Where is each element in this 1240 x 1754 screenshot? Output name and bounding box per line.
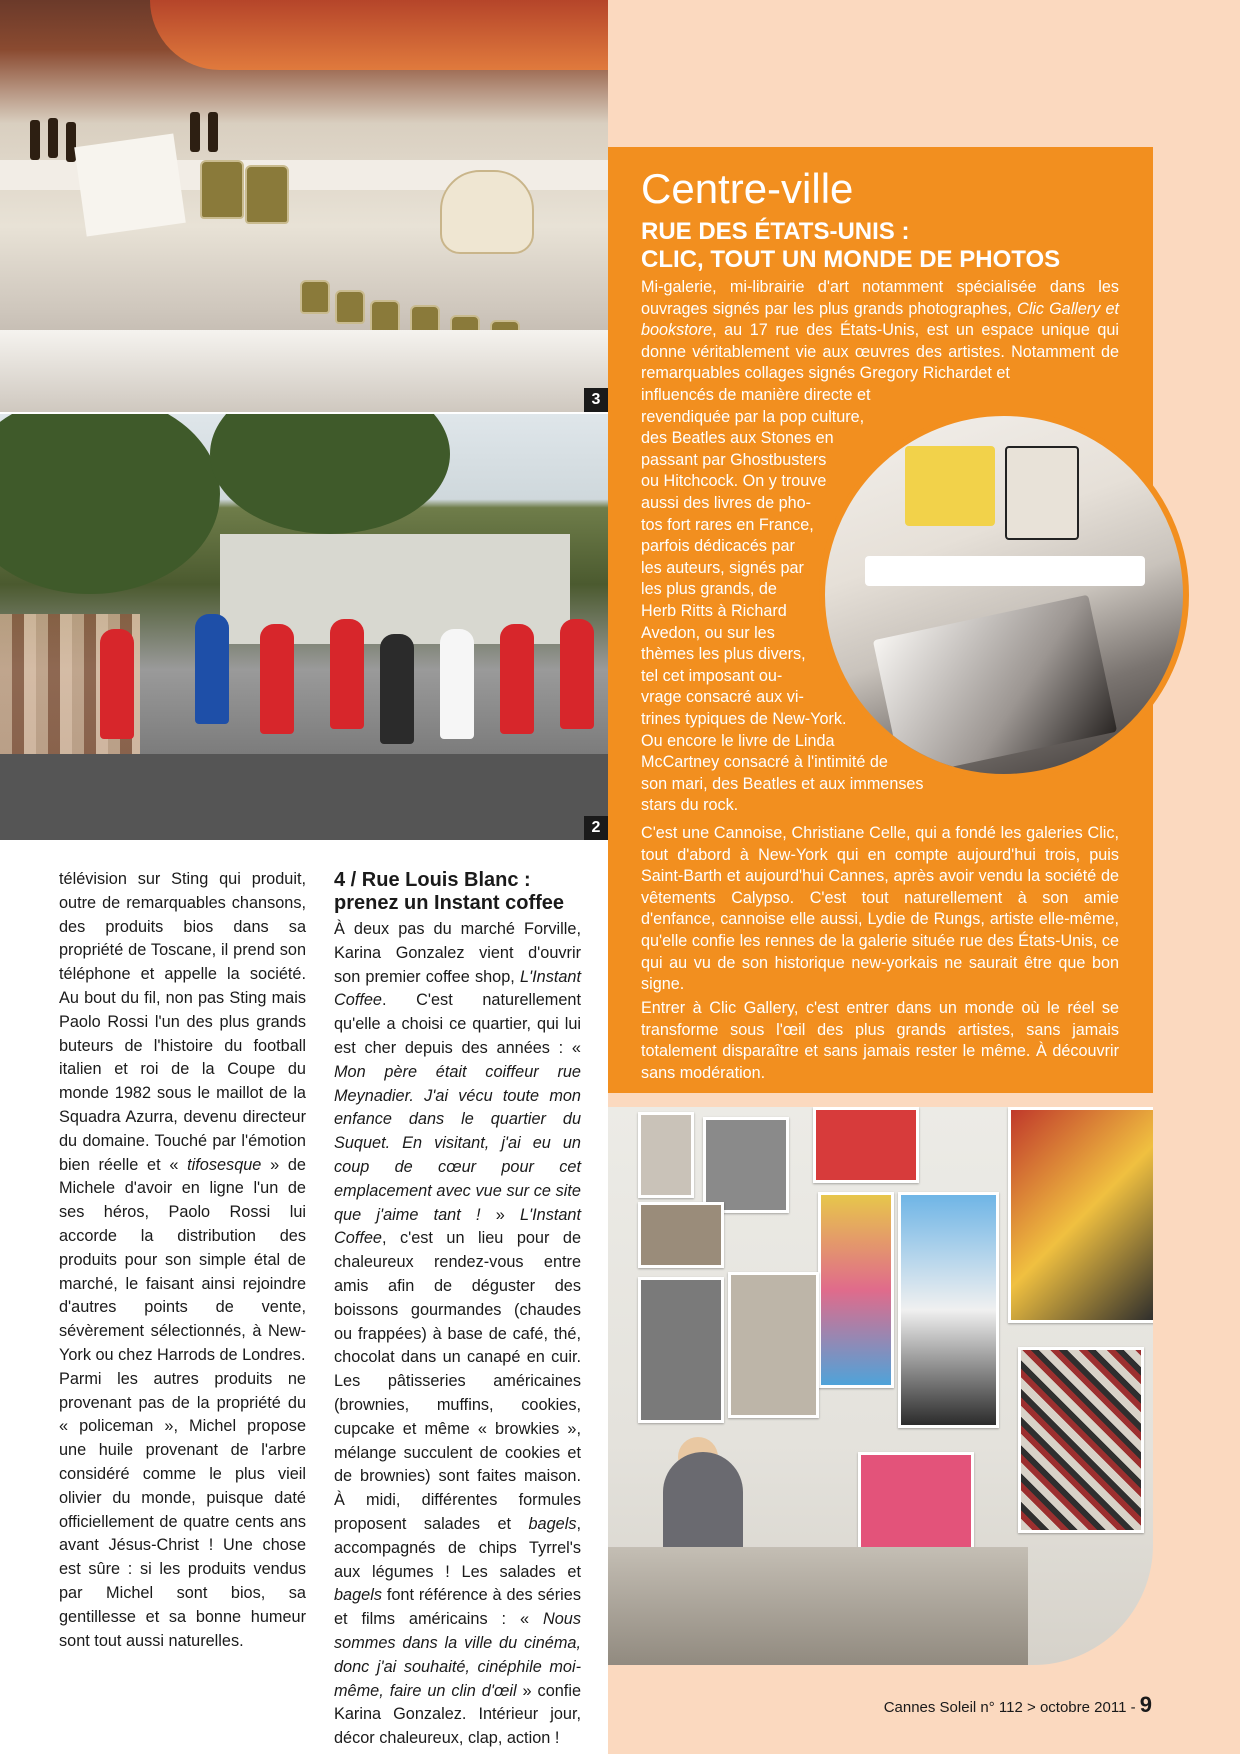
- wrapped-line: thèmes les plus divers,: [641, 645, 806, 664]
- wrapped-line: aussi des livres de pho-: [641, 493, 812, 512]
- coffee-headline: 4 / Rue Louis Blanc : prenez un Instant coffee: [334, 869, 565, 914]
- wrapped-line: les auteurs, signés par: [641, 558, 804, 577]
- market-stall-photo: [0, 0, 608, 412]
- photo-book: [873, 595, 1117, 778]
- wrapped-line: son mari, des Beatles et aux immenses: [641, 774, 924, 793]
- awning: [150, 0, 608, 70]
- wrapped-line: ou Hitchcock. On y trouve: [641, 472, 827, 491]
- wrapped-line: influencés de manière directe et: [641, 386, 871, 404]
- wrapped-line: Ou encore le livre de Linda: [641, 731, 835, 750]
- wrapped-line: Herb Ritts à Richard: [641, 601, 787, 620]
- section-title: Centre-ville: [641, 165, 854, 212]
- wrapped-line: trines typiques de New-York.: [641, 709, 847, 728]
- article-column-2: À deux pas du marché Forville, Karina Gonzalez vient d'ouvrir son premier coffee shop, L'Instant Coffee. C'est naturellement qu'elle a choisi ce quartier, qui lui est cher depuis des années : « Mon père était coiffeur rue Meynadier. J'ai vécu toute mon enfance dans le quartier du Suquet. En visitant, j'ai eu un coup de cœur pour cet emplacement avec vue sur ce site que j'aime tant ! » L'Instant Coffee, c'est un lieu pour de chaleureux rendez-vous entre amis afin de déguster des boissons gourmandes (chaudes ou frappées) à base de café, thé, chocolat dans un canapé en cuir. Les pâtisseries américaines (brownies, muffins, cookies, cupcake et même « browkies », mélange succulent de cookies et de brownies) sont faites maison. À midi, différentes formules proposent salades et bagels, accompagnés de chips Tyrrel's aux légumes ! Les salades et bagels font référence à des séries et films américains : « Nous sommes dans la ville du cinéma, donc j'ai souhaité, cinéphile moi-même, faire un clin d'œil » confie Karina Gonzalez. Intérieur jour, décor chaleureux, clap, action !: [334, 920, 581, 1748]
- book-table: [608, 1547, 1028, 1665]
- gallery-photo: [608, 1107, 1153, 1665]
- teapot: [440, 170, 534, 254]
- page-number: 9: [1139, 1692, 1152, 1717]
- feature-headline: RUE DES ÉTATS-UNIS : CLIC, TOUT UN MONDE DE PHOTOS: [641, 218, 1061, 273]
- wrapped-line: vrage consacré aux vi-: [641, 688, 804, 707]
- bookstore-circle-photo: [819, 410, 1189, 780]
- sign-card: [74, 133, 186, 236]
- wrapped-line: stars du rock.: [641, 796, 739, 815]
- wrapped-line: tel cet imposant ou-: [641, 666, 783, 685]
- photo-number: 3: [584, 388, 608, 412]
- wrapped-line: parfois dédicacés par: [641, 537, 795, 556]
- wrapped-line: tos fort rares en France,: [641, 515, 814, 534]
- wrapped-line: des Beatles aux Stones en: [641, 429, 834, 448]
- race-photo: [0, 414, 608, 840]
- gallery-owner: [663, 1452, 743, 1562]
- feature-paragraph-2: C'est une Cannoise, Christiane Celle, qui a fondé les galeries Clic, tout d'abord à New-York qui en compte aujourd'hui trois, puis Saint-Barth et aujourd'hui Cannes, après avoir vendu la société de vêtements Calypso. C'est tout naturellement à son amie d'enfance, cannoise elle aussi, Lydie de Rungs, artiste elle-même, qu'elle confie les rennes de la galerie située rue des États-Unis, ce qui au vu de son historique new-yorkais ne saurait être que bon signe.: [641, 824, 1119, 994]
- wrapped-line: les plus grands, de: [641, 580, 777, 599]
- wrapped-line: passant par Ghostbusters: [641, 450, 827, 469]
- photo-number: 2: [584, 816, 608, 840]
- feature-paragraph-3: Entrer à Clic Gallery, c'est entrer dans un monde où le réel se transforme sous l'œil des plus grands artistes, sans jamais totalement disparaître et sans jamais rester le même. À découvrir sans modération.: [641, 999, 1119, 1082]
- feature-paragraph-1: Mi-galerie, mi-librairie d'art notamment spécialisée dans les ouvrages signés par les plus grands photographes, Clic Gallery et bookstore, au 17 rue des États-Unis, est un espace unique qui donne véritablement vie aux œuvres des artistes. Notamment de remarquables collages signés Gregory Richardet et: [641, 278, 1119, 383]
- wrapped-line: Avedon, ou sur les: [641, 623, 775, 642]
- article-column-1: télévision sur Sting qui produit, outre de remarquables chansons, des produits bios dans sa propriété de Toscane, il prend son téléphone et appelle la société. Au bout du fil, non pas Sting mais Paolo Rossi l'un des plus grands buteurs de l'histoire du football italien et roi de la Coupe du monde 1982 sous le maillot de la Squadra Azurra, devenu directeur du domaine. Touché par l'émotion bien réelle et « tifosesque » de Michele d'avoir en ligne l'un de ses héros, Paolo Rossi lui accorde la distribution des produits pour son simple étal de marché, le faisant ainsi rejoindre d'autres points de vente, sévèrement sélectionnés, à New-York ou chez Harrods de Londres. Parmi les autres produits ne provenant pas de la propriété du « policeman », Michel propose une huile provenant de l'arbre considéré comme le plus vieil olivier du monde, puisque daté officiellement de quatre cents ans avant Jésus-Christ ! Une chose est sûre : si les produits vendus par Michel sont bios, sa gentillesse et sa bonne humeur sont tout aussi naturelles.: [59, 870, 306, 1650]
- wrapped-line: revendiquée par la pop culture,: [641, 407, 865, 426]
- page-footer: Cannes Soleil n° 112 > octobre 2011 - 9: [883, 1692, 1152, 1717]
- wrapped-line: McCartney consacré à l'intimité de: [641, 753, 888, 772]
